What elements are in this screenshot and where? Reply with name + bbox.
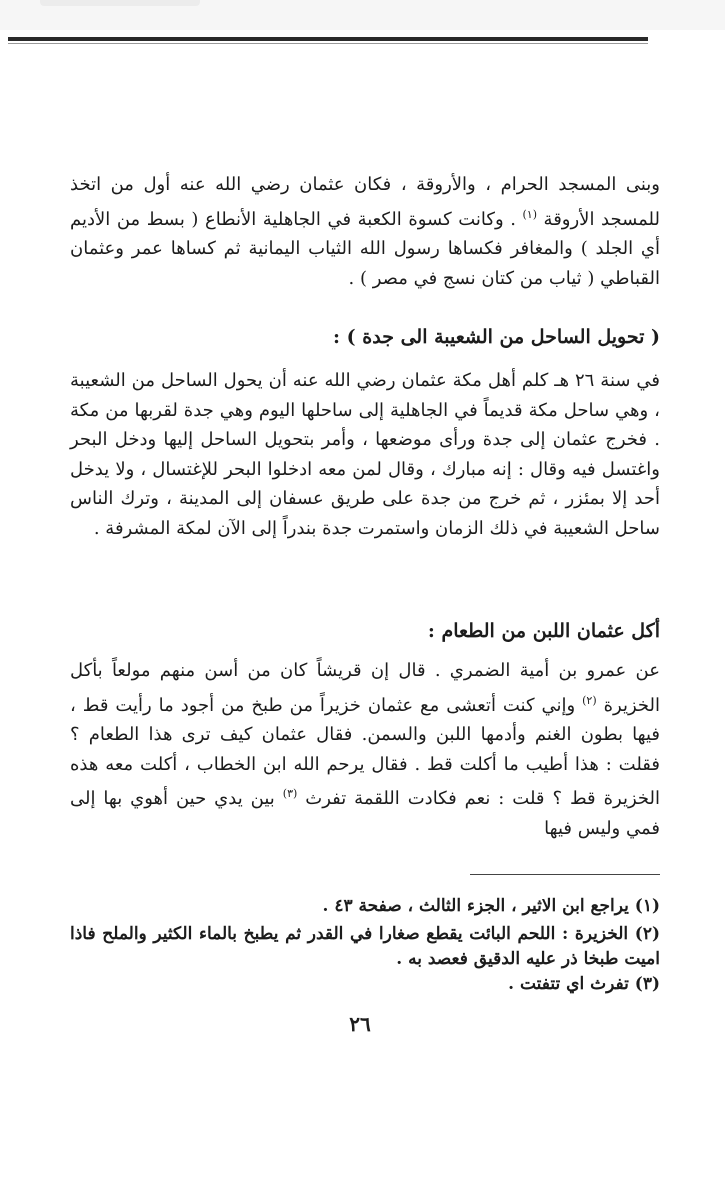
window-top-strip [0, 0, 725, 30]
paragraph-milk-part1: عن عمرو بن أمية الضمري . قال إن قريشاً كان من أسن منهم مولعاً بأكل الخزيرة [70, 660, 660, 716]
paragraph-mosque-part1: وبنى المسجد الحرام ، والأروقة ، فكان عثمان رضي الله عنه أول من اتخذ للمسجد الأروقة [70, 174, 660, 230]
paragraph-jeddah [70, 366, 660, 543]
page-number: ٢٦ [349, 1012, 371, 1036]
section-heading-jeddah: ( تحويل الساحل من الشعيبة الى جدة ) : [333, 326, 660, 348]
page-top-rule [8, 37, 648, 41]
paragraph-milk-text [70, 656, 660, 843]
footnote-3: (٣) تفرث اي تتفتت . [508, 974, 660, 994]
page-top-rule-thin [8, 43, 648, 44]
paragraph-milk-part3: بين يدي حين أهوي بها إلى فمي وليس فيها [70, 788, 660, 839]
paragraph-jeddah-text: في سنة ٢٦ هـ كلم أهل مكة عثمان رضي الله عنه أن يحول الساحل من الشعيبة ، وهي ساحل مكة قديماً في الجاهلية إلى ساحلها اليوم وهي جدة لقربها من مكة . فخرج عثمان إلى جدة ورأى موضعها ، وأمر بتحويل الساحل إليها ودخل البحر واغتسل فيه وقال : إنه مبارك ، وقال لمن معه ادخلوا البحر للإغتسال ، ولا يدخل أحد إلا بمئزر ، ثم خرج من جدة على طريق عسفان إلى المدينة ، وترك الناس ساحل الشعيبة في ذلك الزمان واستمرت جدة بندراً إلى الآن لمكة المشرفة . [70, 370, 660, 539]
section-heading-milk: أكل عثمان اللبن من الطعام : [427, 620, 660, 642]
footnote-1: (١) يراجع ابن الاثير ، الجزء الثالث ، صفحة ٤٣ . [322, 896, 660, 916]
paragraph-milk-part2: وإني كنت أتعشى مع عثمان خزيراً من طبخ من أجود ما رأيت قط ، فيها بطون الغنم وأدمها اللبن والسمن. فقال عثمان كيف ترى هذا الطعام ؟ فقلت : هذا أطيب ما أكلت قط . فقال يرحم الله ابن الخطاب ، أكلت معه هذه الخزيرة قط ؟ قلت : نعم فكادت اللقمة تفرث [70, 694, 660, 809]
paragraph-mosque-part2: . وكانت كسوة الكعبة في الجاهلية الأنطاع ( بسط من الأديم أي الجلد ) والمغافر فكساها رسول الله الثياب اليمانية ثم كساها عمر وعثمان القباطي ( ثياب من كتان نسج في مصر ) . [70, 208, 660, 289]
footnote-ref-3: (٣) [282, 787, 298, 800]
footnote-separator [470, 874, 660, 875]
paragraph-milk [70, 656, 660, 843]
paragraph-text [70, 170, 660, 293]
footnote-2: (٢) الخزيرة : اللحم البائت يقطع صغارا في القدر ثم يطبخ بالماء الكثير والملح فاذا اميت طبخا ذر عليه الدقيق فعصد به . [70, 924, 660, 969]
window-tab-shadow [40, 0, 200, 6]
paragraph-mosque [70, 170, 660, 293]
footnote-ref-1: (١) [522, 207, 537, 221]
footnote-ref-2: (٢) [582, 693, 597, 707]
